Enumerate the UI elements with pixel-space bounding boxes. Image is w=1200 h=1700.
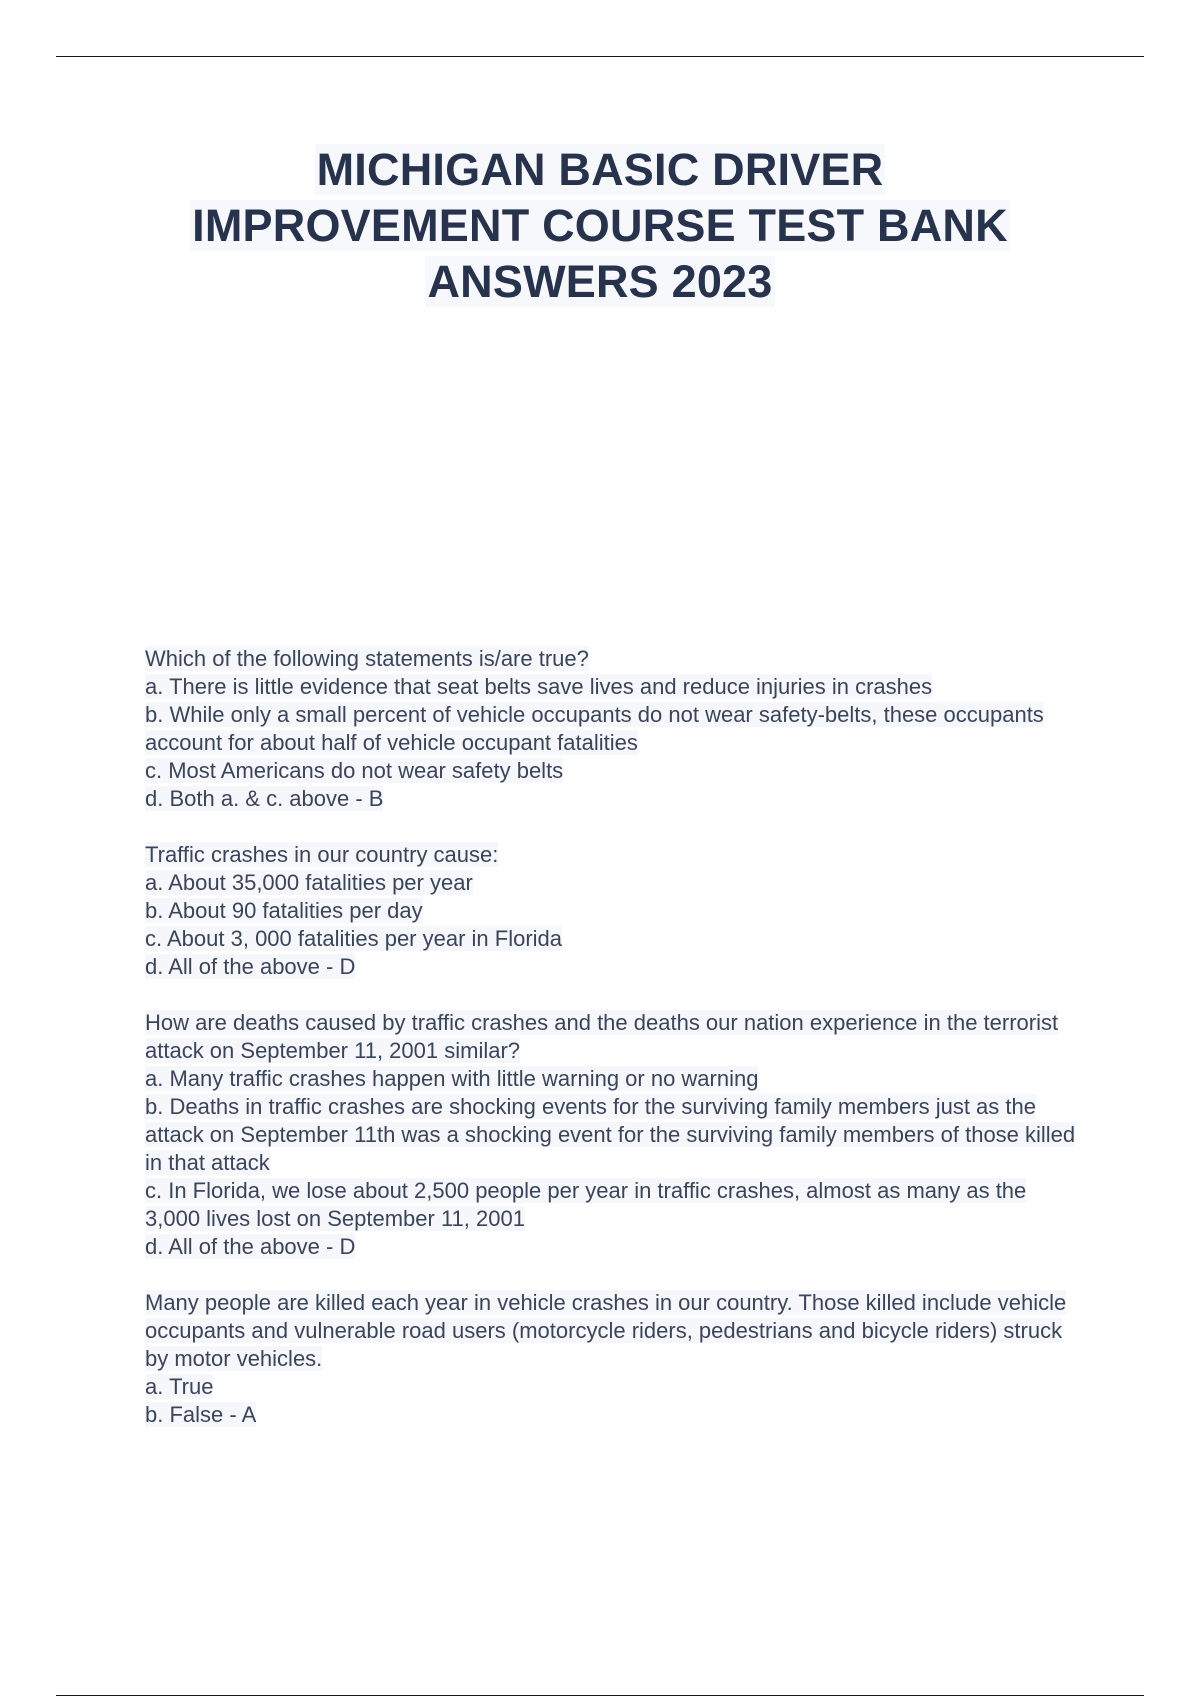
answer-option: a. Many traffic crashes happen with little warning or no warning	[145, 1066, 759, 1091]
answer-option: a. There is little evidence that seat belts save lives and reduce injuries in crashes	[145, 674, 933, 699]
question-text: Traffic crashes in our country cause:	[145, 842, 499, 867]
document-title	[0, 142, 1200, 310]
question-text: Which of the following statements is/are true?	[145, 646, 589, 671]
question-list	[145, 645, 1085, 1457]
answer-option: d. All of the above - D	[145, 1234, 356, 1259]
question-4	[145, 1289, 1085, 1429]
answer-option: a. True	[145, 1374, 214, 1399]
answer-option: d. All of the above - D	[145, 954, 356, 979]
answer-option: b. False - A	[145, 1402, 257, 1427]
answer-option: a. About 35,000 fatalities per year	[145, 870, 473, 895]
question-3	[145, 1009, 1085, 1261]
answer-option: c. In Florida, we lose about 2,500 people per year in traffic crashes, almost as many as the 3,000 lives lost on September 11, 2001	[145, 1178, 1027, 1231]
answer-option: b. About 90 fatalities per day	[145, 898, 423, 923]
top-rule	[56, 56, 1144, 57]
answer-option: c. About 3, 000 fatalities per year in Florida	[145, 926, 563, 951]
title-line: MICHIGAN BASIC DRIVER	[316, 144, 884, 195]
title-line: ANSWERS 2023	[427, 256, 773, 307]
question-text: How are deaths caused by traffic crashes and the deaths our nation experience in the terrorist attack on September 11, 2001 similar?	[145, 1010, 1059, 1063]
answer-option: d. Both a. & c. above - B	[145, 786, 384, 811]
answer-option: b. Deaths in traffic crashes are shocking events for the surviving family members just as the attack on September 11th was a shocking event for the surviving family members of those killed in that attack	[145, 1094, 1076, 1175]
bottom-rule	[56, 1695, 1144, 1696]
question-1	[145, 645, 1085, 813]
answer-option: c. Most Americans do not wear safety belts	[145, 758, 564, 783]
answer-option: b. While only a small percent of vehicle occupants do not wear safety-belts, these occupants account for about half of vehicle occupant fatalities	[145, 702, 1044, 755]
question-text: Many people are killed each year in vehicle crashes in our country. Those killed include vehicle occupants and vulnerable road users (motorcycle riders, pedestrians and bicycle riders) struck by motor vehicles.	[145, 1290, 1067, 1371]
title-line: IMPROVEMENT COURSE TEST BANK	[192, 200, 1008, 251]
question-2	[145, 841, 1085, 981]
